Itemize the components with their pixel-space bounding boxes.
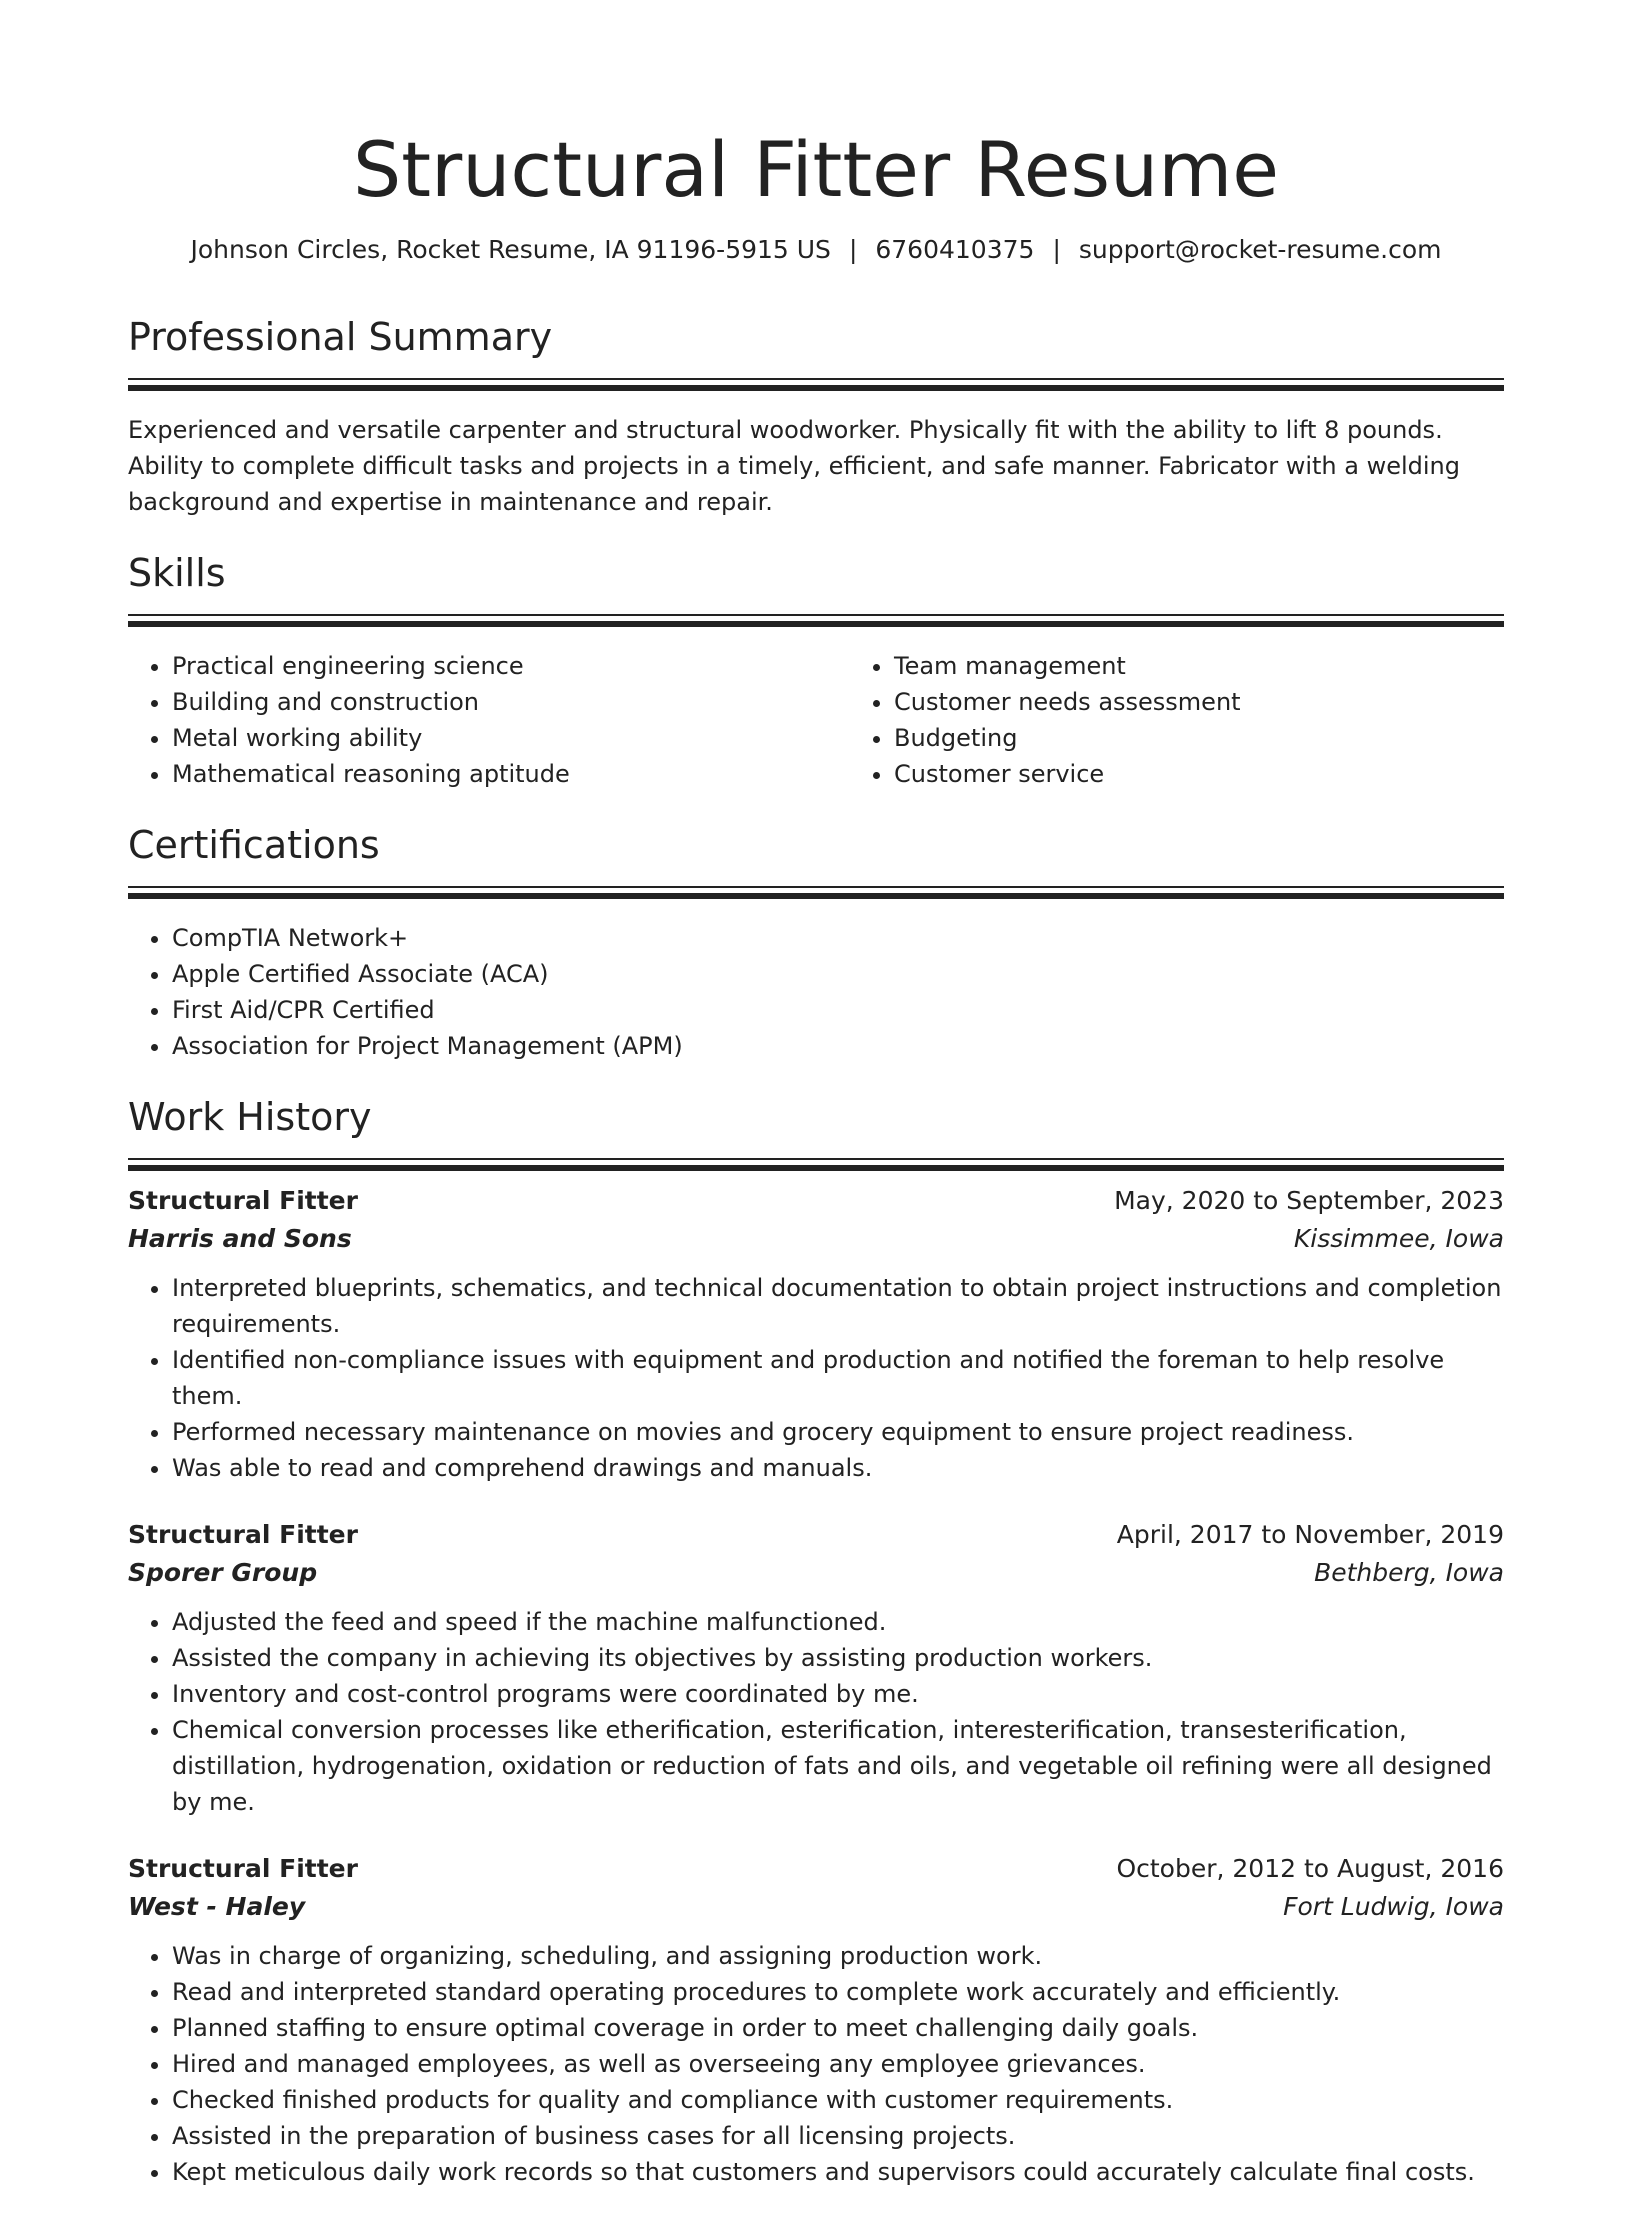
- page-title: Structural Fitter Resume: [352, 125, 1280, 214]
- job-location: Bethberg, Iowa: [1314, 1558, 1504, 1587]
- certifications-section: [128, 820, 1504, 1064]
- summary-text: Experienced and versatile carpenter and structural woodworker. Physically fit with the ability to lift 8 pounds. Ability to complete difficult tasks and projects in a timely, efficient, and safe manner. Fabricator with a welding background and expertise in maintenance and repair.: [128, 416, 1460, 516]
- job-dates: April, 2017 to November, 2019: [1116, 1520, 1504, 1549]
- job-bullet: • Inventory and cost-control programs were coordinated by me.: [172, 1676, 1504, 1712]
- job-location: Kissimmee, Iowa: [1293, 1224, 1504, 1253]
- job-header: [128, 1182, 1504, 1220]
- job-title: Structural Fitter: [128, 1186, 358, 1215]
- job-location: Fort Ludwig, Iowa: [1283, 1892, 1504, 1921]
- skills-list-left: [128, 648, 850, 792]
- job-bullet: • Performed necessary maintenance on movies and grocery equipment to ensure project readiness.: [172, 1414, 1504, 1450]
- contact-phone: 6760410375: [875, 235, 1035, 264]
- contact-separator: |: [848, 235, 858, 264]
- job-bullet: • Was in charge of organizing, scheduling, and assigning production work.: [172, 1938, 1504, 1974]
- job-dates: May, 2020 to September, 2023: [1114, 1186, 1504, 1215]
- skill-item: • Building and construction: [172, 684, 850, 720]
- contact-separator: |: [1052, 235, 1061, 264]
- job-bullet: • Planned staffing to ensure optimal coverage in order to meet challenging daily goals.: [172, 2010, 1504, 2046]
- certification-item: • Association for Project Management (APM): [172, 1028, 1504, 1064]
- job-bullet: • Assisted in the preparation of business cases for all licensing projects.: [172, 2118, 1504, 2154]
- skills-grid: [128, 648, 1504, 792]
- job-bullet: • Read and interpreted standard operating procedures to complete work accurately and efficiently.: [172, 1974, 1504, 2010]
- work-history-heading: Work History: [128, 1095, 372, 1139]
- job-bullet: • Adjusted the feed and speed if the machine malfunctioned.: [172, 1604, 1504, 1640]
- job-bullet: • Interpreted blueprints, schematics, and technical documentation to obtain project instructions and completion requirements.: [172, 1270, 1504, 1342]
- section-divider: [128, 614, 1504, 622]
- job-bullet: • Checked finished products for quality and compliance with customer requirements.: [172, 2082, 1504, 2118]
- summary-section: [128, 312, 1504, 520]
- job-subheader: [128, 1888, 1504, 1926]
- job-title: Structural Fitter: [128, 1854, 358, 1883]
- job-bullets: [128, 1604, 1504, 1820]
- contact-line: [128, 232, 1504, 268]
- section-divider: [128, 378, 1504, 386]
- skill-item: • Budgeting: [894, 720, 1572, 756]
- job-entry: [128, 1516, 1504, 1820]
- skills-list-right: [850, 648, 1572, 792]
- job-bullets: [128, 1938, 1504, 2190]
- summary-heading: Professional Summary: [128, 315, 553, 359]
- certifications-heading: Certifications: [128, 823, 380, 867]
- certification-item: • First Aid/CPR Certified: [172, 992, 1504, 1028]
- job-bullet: • Was able to read and comprehend drawings and manuals.: [172, 1450, 1504, 1486]
- skill-item: • Metal working ability: [172, 720, 850, 756]
- job-header: [128, 1850, 1504, 1888]
- skill-item: • Team management: [894, 648, 1572, 684]
- resume-page: [128, 0, 1504, 2220]
- certifications-list: [128, 920, 1504, 1064]
- skill-item: • Mathematical reasoning aptitude: [172, 756, 850, 792]
- job-bullet: • Hired and managed employees, as well as overseeing any employee grievances.: [172, 2046, 1504, 2082]
- skill-item: • Customer service: [894, 756, 1572, 792]
- job-bullet: • Chemical conversion processes like etherification, esterification, interesterification, transesterification, distillation, hydrogenation, oxidation or reduction of fats and oils, and vegetable oil refining were all designed by me.: [172, 1712, 1504, 1820]
- skill-item: • Customer needs assessment: [894, 684, 1572, 720]
- job-subheader: [128, 1220, 1504, 1258]
- section-divider: [128, 886, 1504, 894]
- job-bullets: [128, 1270, 1504, 1486]
- job-entry: [128, 1850, 1504, 2190]
- skill-item: • Practical engineering science: [172, 648, 850, 684]
- job-entry: [128, 1182, 1504, 1486]
- job-company: West - Haley: [128, 1892, 306, 1921]
- job-company: Harris and Sons: [128, 1224, 352, 1253]
- job-bullet: • Identified non-compliance issues with equipment and production and notified the foreman to help resolve them.: [172, 1342, 1504, 1414]
- job-dates: October, 2012 to August, 2016: [1116, 1854, 1504, 1883]
- job-subheader: [128, 1554, 1504, 1592]
- contact-address: Johnson Circles, Rocket Resume, IA 91196-5915 US: [190, 235, 831, 264]
- skills-section: [128, 548, 1504, 792]
- certification-item: • CompTIA Network+: [172, 920, 1504, 956]
- certification-item: • Apple Certified Associate (ACA): [172, 956, 1504, 992]
- job-title: Structural Fitter: [128, 1520, 358, 1549]
- job-bullet: • Assisted the company in achieving its objectives by assisting production workers.: [172, 1640, 1504, 1676]
- job-company: Sporer Group: [128, 1558, 318, 1587]
- job-header: [128, 1516, 1504, 1554]
- work-history-section: [128, 1092, 1504, 2190]
- section-divider: [128, 1158, 1504, 1166]
- job-bullet: • Kept meticulous daily work records so that customers and supervisors could accurately calculate final costs.: [172, 2154, 1504, 2190]
- skills-heading: Skills: [128, 551, 226, 595]
- contact-email: support@rocket-resume.com: [1078, 235, 1442, 264]
